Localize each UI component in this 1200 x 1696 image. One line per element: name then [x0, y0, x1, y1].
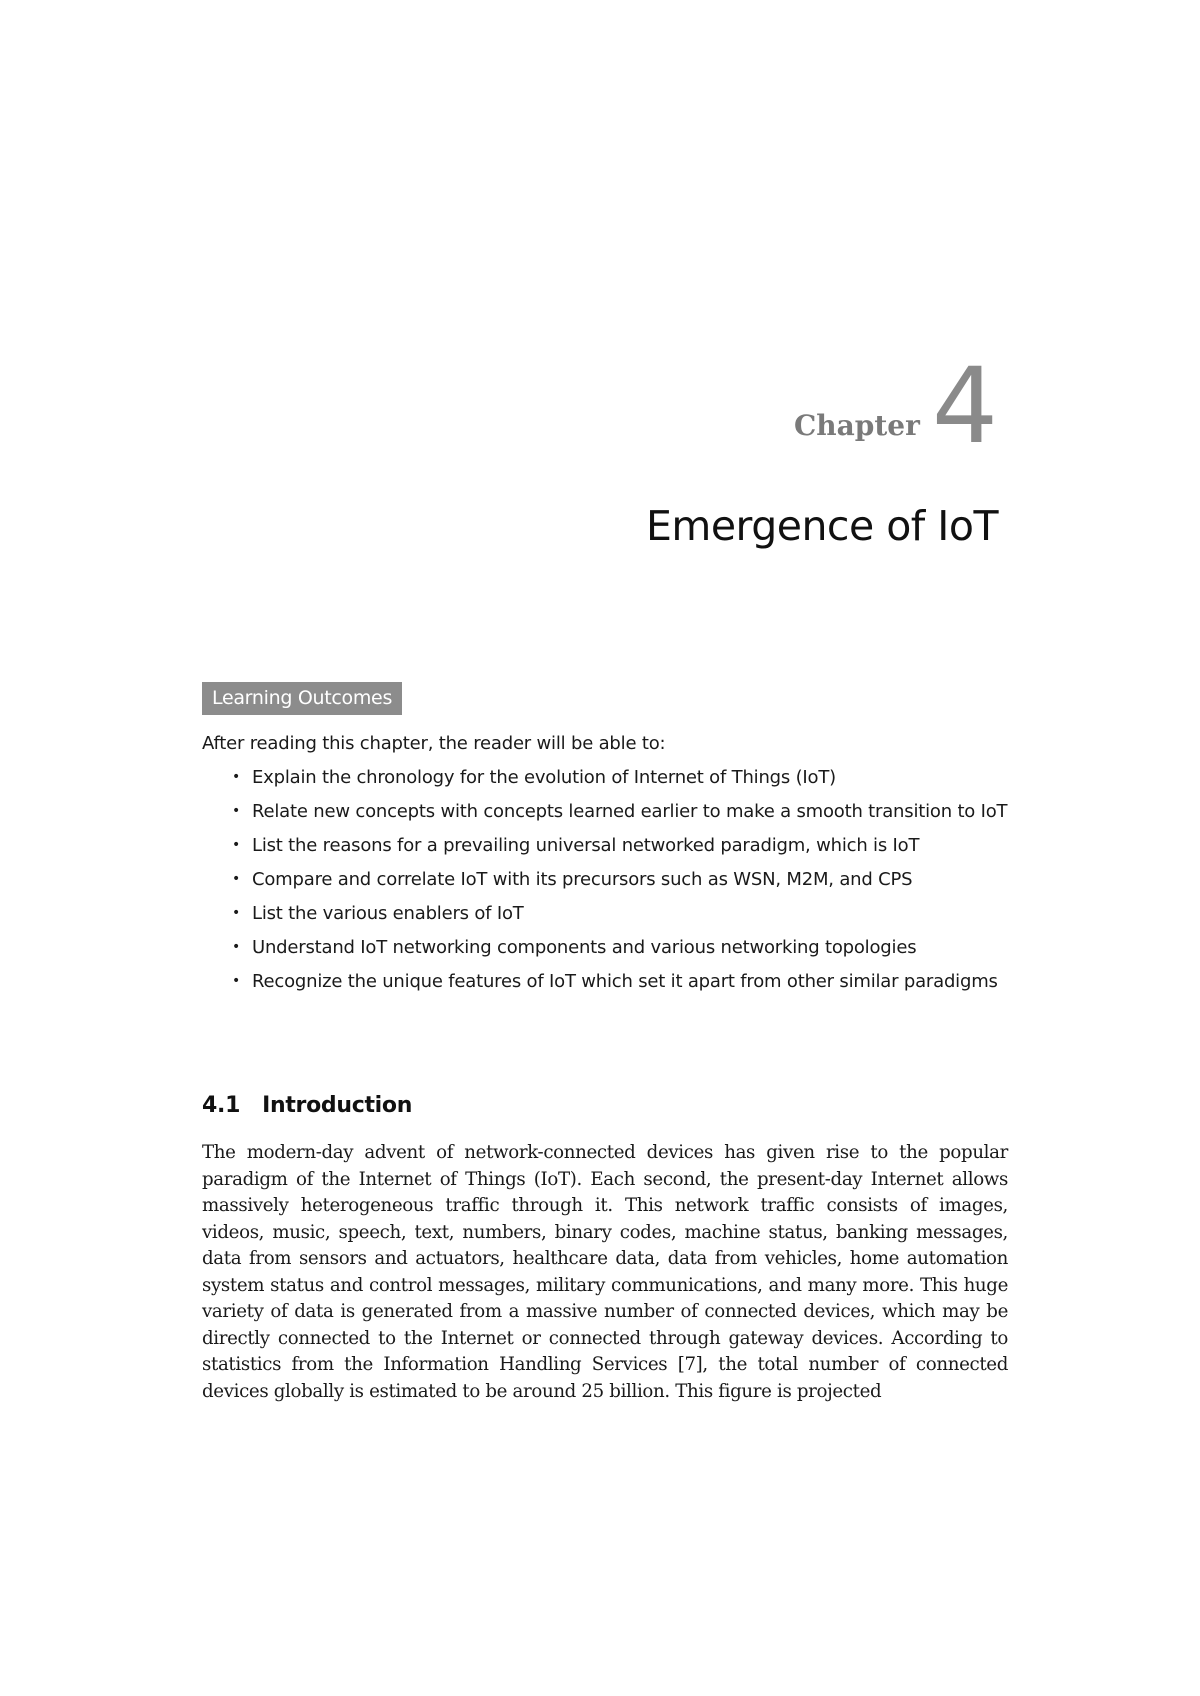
- list-item-text: Relate new concepts with concepts learned earlier to make a smooth transition to IoT: [252, 801, 1008, 822]
- list-item-text: List the reasons for a prevailing universal networked paradigm, which is IoT: [252, 835, 920, 856]
- learning-outcomes-list: [228, 764, 1008, 1002]
- list-item: [228, 798, 1008, 825]
- list-item: [228, 934, 1008, 961]
- chapter-title: Emergence of IoT: [645, 502, 998, 550]
- list-item-text: Explain the chronology for the evolution of Internet of Things (IoT): [252, 767, 836, 788]
- body-paragraph: The modern-day advent of network-connected devices has given rise to the popular paradigm of the Internet of Things (IoT). Each second, the present-day Internet allows massively heterogeneous traffic through it. This network traffic consists of images, videos, music, speech, text, numbers, binary codes, machine status, banking messages, data from sensors and actuators, healthcare data, data from vehicles, home automation system status and control messages, military communications, and many more. This huge variety of data is generated from a massive number of connected devices, which may be directly connected to the Internet or connected through gateway devices. According to statistics from the Information Handling Services [7], the total number of connected devices globally is estimated to be around 25 billion. This figure is projected: [202, 1142, 1008, 1402]
- bullet-icon: •: [232, 769, 241, 785]
- bullet-icon: •: [232, 837, 241, 853]
- learning-outcomes-intro: After reading this chapter, the reader will be able to:: [202, 733, 666, 754]
- list-item: [228, 866, 1008, 893]
- list-item-text: Compare and correlate IoT with its precursors such as WSN, M2M, and CPS: [252, 869, 913, 890]
- list-item: [228, 832, 1008, 859]
- chapter-word: Chapter: [793, 409, 920, 443]
- chapter-number: 4: [931, 345, 998, 467]
- list-item: [228, 968, 1008, 995]
- section-number: 4.1: [202, 1093, 241, 1118]
- list-item-text: Understand IoT networking components and various networking topologies: [252, 937, 917, 958]
- list-item-text: Recognize the unique features of IoT which set it apart from other similar paradigms: [252, 971, 998, 992]
- bullet-icon: •: [232, 871, 241, 887]
- list-item-text: List the various enablers of IoT: [252, 903, 524, 924]
- list-item: [228, 900, 1008, 927]
- bullet-icon: •: [232, 905, 241, 921]
- chapter-label: [793, 345, 998, 467]
- section-title: Introduction: [262, 1093, 413, 1118]
- bullet-icon: •: [232, 939, 241, 955]
- list-item: [228, 764, 1008, 791]
- bullet-icon: •: [232, 973, 241, 989]
- section-heading: [202, 1093, 412, 1118]
- bullet-icon: •: [232, 803, 241, 819]
- learning-outcomes-badge: Learning Outcomes: [202, 682, 402, 715]
